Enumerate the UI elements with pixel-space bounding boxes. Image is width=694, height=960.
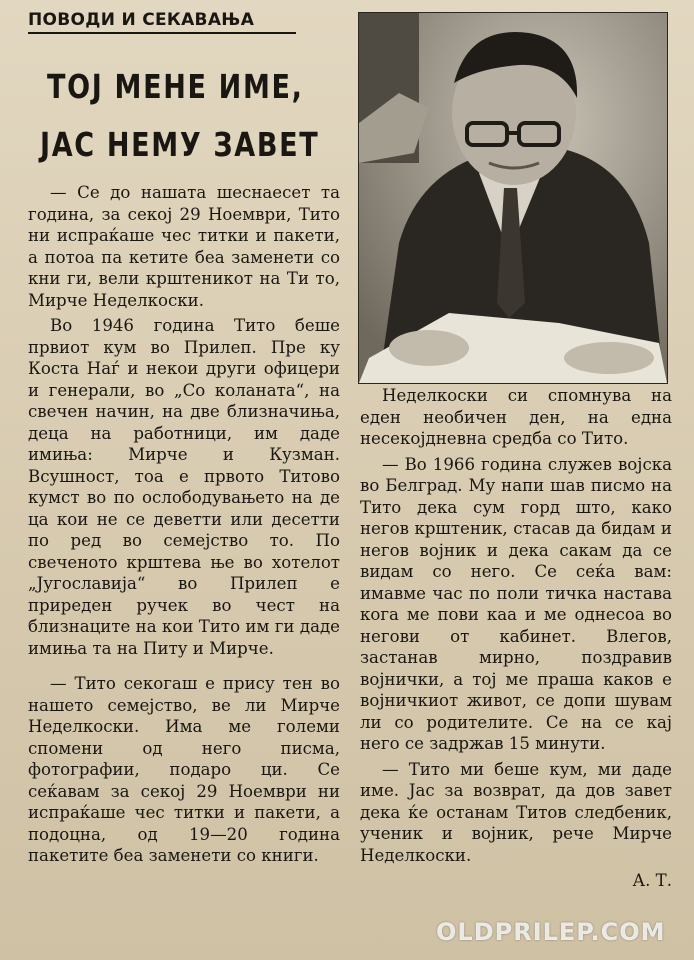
- section-rubric: ПОВОДИ И СЕКАВАЊА: [28, 10, 296, 34]
- article-photo: [358, 12, 668, 384]
- right-column: [360, 385, 672, 896]
- headline-line-1: ТОЈ МЕНЕ ИМЕ,: [47, 67, 304, 106]
- article-headline: [40, 58, 320, 174]
- left-column: [28, 182, 340, 871]
- paragraph-1946: Во 1946 година Тито беше првиот кум во Прилеп. Пре ку Коста Наѓ и некои други офицери и генерали, во „Со коланата“, на свечен начин, на две близначиња, деца на работници, им даде имиња: Мирче и Кузман. Всушност, тоа е првото Титово кумст во по ослободувањето на де ца кои не се деветти или десетти по ред во семејство то. По свеченото крштева ње во хотелот „Југославија“ во Прилеп е приреден ручек во чест на близнаците на кои Тито им ги даде имиња та на Питу и Мирче.: [28, 316, 340, 658]
- paragraph-closing: — Тито ми беше кум, ми даде име. Јас за возврат, да дов завет дека ќе останам Титов следбеник, ученик и војник, рече Мирче Неделкоски.: [360, 759, 672, 865]
- photo-caption: Неделкоски си спомнува на еден необичен ден, на една несекојдневна средба со Тито.: [360, 386, 672, 448]
- headline-line-2: ЈАС НЕМУ ЗАВЕТ: [40, 125, 320, 164]
- paragraph-intro: — Се до нашата шеснаесет та година, за секој 29 Ноември, Тито ни испраќаше чес титки и пакети, а потоа па кетите беа заменети со кни ги, вели крштеникот на Ти то, Мирче Неделкоски.: [28, 183, 340, 310]
- photo-portrait: [359, 13, 667, 383]
- watermark-text: OLDPRILEP.COM: [436, 918, 666, 946]
- author-signature: А. Т.: [632, 871, 672, 890]
- paragraph-1966: — Во 1966 година служев војска во Белград. Му напи шав писмо на Тито дека сум горд што, како негов крштеник, стасав да бидам и негов војник и дека сакам да се видам со него. Се сеќа вам: имавме час по поли тичка настава кога ме пови каа и ме однесоа во негови от кабинет. Влегов, застанав мирно, поздравив војнички, а тој ме праша каков е војничкиот живот, се допи шувам ли со родителите. Се на се кај него се задржав 15 минути.: [360, 454, 672, 753]
- paragraph-family: — Тито секогаш е прису тен во нашето семејство, ве ли Мирче Неделкоски. Има ме големи спомени од него писма, фотографии, подаро ци. Се сеќавам за секој 29 Ноември ни испраќаше чес титки и пакети, а подоцна, од 19—20 година пакетите беа заменети со книги.: [28, 674, 340, 865]
